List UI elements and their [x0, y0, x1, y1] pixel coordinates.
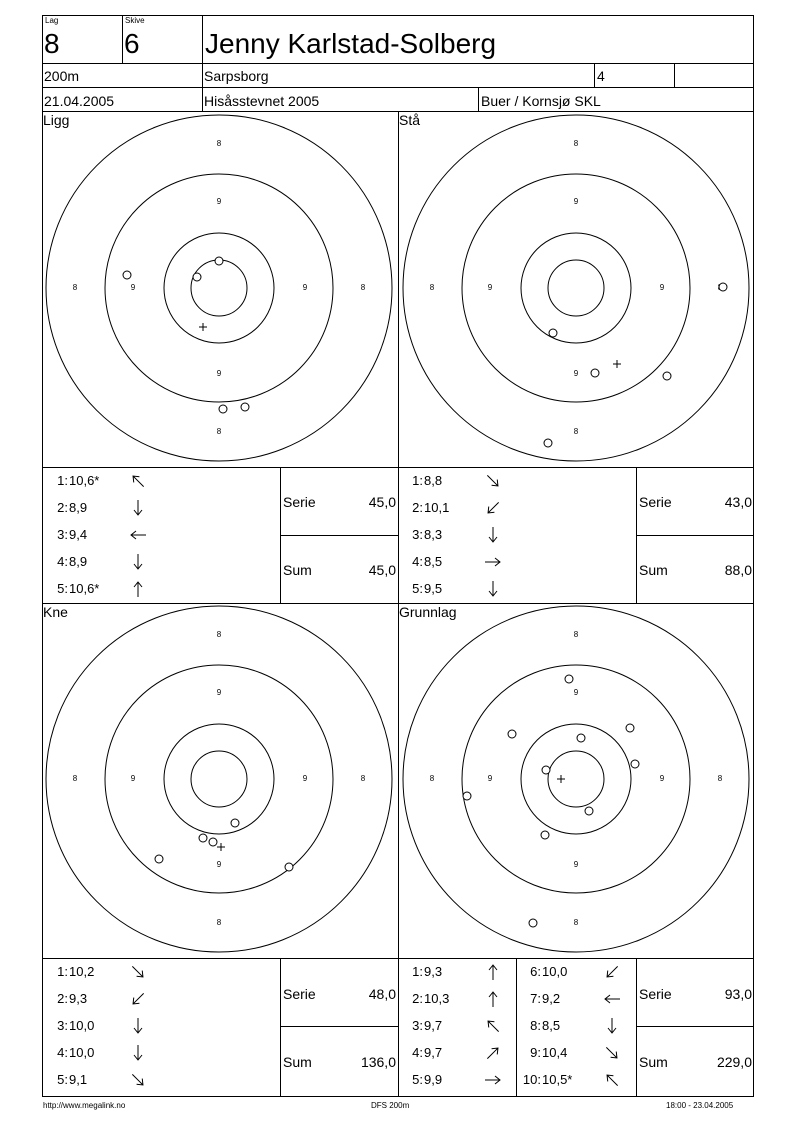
- sum-label: Sum: [283, 562, 312, 578]
- direction-arrow-icon: [129, 990, 147, 1008]
- shot-score: 10,3: [424, 991, 450, 1006]
- sum-label: Sum: [283, 1054, 312, 1070]
- ring-2: [105, 665, 333, 893]
- ring-label-9: 9: [216, 369, 222, 379]
- date: 21.04.2005: [44, 93, 115, 109]
- direction-arrow-icon: [484, 963, 502, 981]
- ring-1: [403, 606, 749, 952]
- shot-score: 10,5*: [542, 1072, 573, 1087]
- shot-score: 10,2: [69, 964, 95, 979]
- shot-hole: [544, 439, 552, 447]
- ring-label-8: 8: [216, 427, 222, 437]
- ring-2: [462, 665, 690, 893]
- shot-hole: [529, 919, 537, 927]
- ring-label-8: 8: [573, 139, 579, 149]
- sum-label: Sum: [639, 1054, 668, 1070]
- shot-score: 9,2: [542, 991, 561, 1006]
- ring-label-9: 9: [216, 688, 222, 698]
- direction-arrow-icon: [484, 499, 502, 517]
- shot-hole: [626, 724, 634, 732]
- shot-score: 10,4: [542, 1045, 568, 1060]
- ring-label-9: 9: [216, 860, 222, 870]
- direction-arrow-icon: [484, 526, 502, 544]
- shot-score: 9,1: [69, 1072, 88, 1087]
- skive-value: 6: [124, 28, 140, 59]
- label-kne: Kne: [43, 604, 68, 620]
- shot-hole: [542, 766, 550, 774]
- shot-score: 8,9: [69, 554, 88, 569]
- footer-url: http://www.megalink.no: [43, 1101, 126, 1110]
- shot-number: 9:: [530, 1045, 541, 1060]
- shot-score: 8,5: [424, 554, 443, 569]
- direction-arrow-icon: [603, 990, 621, 1008]
- serie-label: Serie: [639, 986, 672, 1002]
- ring-label-9: 9: [487, 774, 493, 784]
- ring-label-9: 9: [130, 774, 136, 784]
- shot-hole: [565, 675, 573, 683]
- shot-number: 2:: [412, 500, 423, 515]
- lag-label: Lag: [45, 16, 59, 25]
- shot-score: 10,0: [69, 1018, 95, 1033]
- serie-value: 48,0: [368, 986, 396, 1002]
- ring-label-9: 9: [573, 369, 579, 379]
- distance: 200m: [44, 68, 80, 84]
- shot-number: 2:: [57, 500, 68, 515]
- group-center-marker: [613, 360, 621, 368]
- shot-score: 10,0: [69, 1045, 95, 1060]
- direction-arrow-icon: [603, 1044, 621, 1062]
- shot-number: 1:: [57, 964, 68, 979]
- ring-4: [548, 751, 604, 807]
- direction-arrow-icon: [129, 1071, 147, 1089]
- label-ligg: Ligg: [43, 112, 70, 128]
- ring-label-9: 9: [302, 774, 308, 784]
- direction-arrow-icon: [603, 1017, 621, 1035]
- footer-timestamp: 18:00 - 23.04.2005: [666, 1101, 734, 1110]
- shot-score: 9,5: [424, 581, 443, 596]
- shot-hole: [508, 730, 516, 738]
- ring-label-9: 9: [573, 688, 579, 698]
- shot-hole: [463, 792, 471, 800]
- direction-arrow-icon: [484, 580, 502, 598]
- ring-label-8: 8: [216, 139, 222, 149]
- sum-value: 45,0: [368, 562, 396, 578]
- shot-score: 8,3: [424, 527, 443, 542]
- ring-2: [105, 174, 333, 402]
- ring-label-8: 8: [429, 774, 435, 784]
- shot-hole: [541, 831, 549, 839]
- ring-label-8: 8: [360, 283, 366, 293]
- sum-value: 88,0: [724, 562, 752, 578]
- shot-number: 3:: [412, 527, 423, 542]
- shot-number: 5:: [57, 1072, 68, 1087]
- shot-score: 8,9: [69, 500, 88, 515]
- shot-score: 10,0: [542, 964, 568, 979]
- shot-number: 7:: [530, 991, 541, 1006]
- shot-score: 9,3: [424, 964, 443, 979]
- field-cell: [594, 63, 675, 88]
- serie-label: Serie: [283, 494, 316, 510]
- ring-label-9: 9: [573, 197, 579, 207]
- group-center-marker: [199, 323, 207, 331]
- ring-3: [521, 233, 631, 343]
- direction-arrow-icon: [129, 472, 147, 490]
- ring-label-8: 8: [216, 918, 222, 928]
- shot-score: 9,9: [424, 1072, 443, 1087]
- shot-score: 8,5: [542, 1018, 561, 1033]
- shot-number: 3:: [57, 1018, 68, 1033]
- direction-arrow-icon: [603, 963, 621, 981]
- serie-value: 93,0: [724, 986, 752, 1002]
- serie-value: 43,0: [724, 494, 752, 510]
- ring-label-8: 8: [216, 630, 222, 640]
- ring-label-8: 8: [573, 918, 579, 928]
- ring-1: [403, 115, 749, 461]
- serie-value: 45,0: [368, 494, 396, 510]
- place: Sarpsborg: [204, 68, 269, 84]
- ring-label-8: 8: [573, 630, 579, 640]
- shot-number: 3:: [412, 1018, 423, 1033]
- shot-hole: [241, 403, 249, 411]
- direction-arrow-icon: [129, 963, 147, 981]
- ring-label-9: 9: [130, 283, 136, 293]
- lag-value: 8: [44, 28, 60, 59]
- ring-3: [521, 724, 631, 834]
- direction-arrow-icon: [484, 1044, 502, 1062]
- label-grunnlag: Grunnlag: [399, 604, 457, 620]
- shot-hole: [215, 257, 223, 265]
- sum-label: Sum: [639, 562, 668, 578]
- direction-arrow-icon: [129, 1044, 147, 1062]
- shooter-name: Jenny Karlstad-Solberg: [205, 28, 497, 59]
- direction-arrow-icon: [129, 1017, 147, 1035]
- ring-4: [191, 751, 247, 807]
- shot-number: 4:: [412, 554, 423, 569]
- ring-label-8: 8: [717, 774, 723, 784]
- ring-label-8: 8: [429, 283, 435, 293]
- shot-hole: [719, 283, 727, 291]
- ring-label-9: 9: [573, 860, 579, 870]
- field-extra-cell: [674, 63, 754, 88]
- shot-hole: [577, 734, 585, 742]
- label-sta: Stå: [399, 112, 421, 128]
- ring-label-9: 9: [302, 283, 308, 293]
- ring-label-8: 8: [573, 427, 579, 437]
- serie-label: Serie: [283, 986, 316, 1002]
- shot-number: 2:: [57, 991, 68, 1006]
- ring-3: [164, 233, 274, 343]
- serie-label: Serie: [639, 494, 672, 510]
- shot-score: 10,6*: [69, 473, 100, 488]
- direction-arrow-icon: [129, 553, 147, 571]
- shot-score: 8,8: [424, 473, 443, 488]
- direction-arrow-icon: [484, 553, 502, 571]
- shot-hole: [123, 271, 131, 279]
- shot-number: 2:: [412, 991, 423, 1006]
- direction-arrow-icon: [484, 472, 502, 490]
- shot-number: 5:: [412, 1072, 423, 1087]
- shot-hole: [231, 819, 239, 827]
- skive-label: Skive: [125, 16, 145, 25]
- direction-arrow-icon: [129, 580, 147, 598]
- sum-value: 136,0: [360, 1054, 396, 1070]
- ring-1: [46, 606, 392, 952]
- shot-hole: [585, 807, 593, 815]
- shot-number: 1:: [57, 473, 68, 488]
- shot-number: 10:: [522, 1072, 541, 1087]
- shot-score: 9,4: [69, 527, 88, 542]
- shot-hole: [631, 760, 639, 768]
- shot-score: 9,7: [424, 1045, 443, 1060]
- club-name: Buer / Kornsjø SKL: [481, 93, 601, 109]
- shot-number: 5:: [57, 581, 68, 596]
- shot-hole: [155, 855, 163, 863]
- direction-arrow-icon: [484, 1071, 502, 1089]
- ring-3: [164, 724, 274, 834]
- footer-program: DFS 200m: [371, 1101, 410, 1110]
- ring-2: [462, 174, 690, 402]
- shot-number: 4:: [57, 554, 68, 569]
- shot-number: 4:: [57, 1045, 68, 1060]
- shot-hole: [663, 372, 671, 380]
- shot-number: 1:: [412, 473, 423, 488]
- shot-score: 9,3: [69, 991, 88, 1006]
- shot-number: 6:: [530, 964, 541, 979]
- target-kne: [43, 604, 398, 958]
- shot-hole: [219, 405, 227, 413]
- shot-hole: [591, 369, 599, 377]
- ring-label-9: 9: [659, 283, 665, 293]
- field-number: 4: [597, 68, 605, 84]
- direction-arrow-icon: [484, 990, 502, 1008]
- shot-number: 5:: [412, 581, 423, 596]
- shot-number: 3:: [57, 527, 68, 542]
- ring-label-8: 8: [72, 283, 78, 293]
- target-ligg: [43, 112, 398, 467]
- shot-number: 1:: [412, 964, 423, 979]
- target-grunnlag: [399, 604, 753, 958]
- ring-4: [548, 260, 604, 316]
- ring-label-9: 9: [659, 774, 665, 784]
- direction-arrow-icon: [484, 1017, 502, 1035]
- shot-score: 10,1: [424, 500, 450, 515]
- shot-hole: [193, 273, 201, 281]
- sum-value: 229,0: [716, 1054, 752, 1070]
- ring-label-8: 8: [360, 774, 366, 784]
- group-center-marker: [217, 843, 225, 851]
- shot-hole: [209, 838, 217, 846]
- target-sta: [399, 112, 753, 467]
- direction-arrow-icon: [603, 1071, 621, 1089]
- ring-4: [191, 260, 247, 316]
- group-center-marker: [557, 775, 565, 783]
- shot-hole: [549, 329, 557, 337]
- ring-label-9: 9: [216, 197, 222, 207]
- shot-score: 9,7: [424, 1018, 443, 1033]
- shot-hole: [199, 834, 207, 842]
- direction-arrow-icon: [129, 499, 147, 517]
- shot-number: 4:: [412, 1045, 423, 1060]
- direction-arrow-icon: [129, 526, 147, 544]
- ring-label-8: 8: [72, 774, 78, 784]
- shot-hole: [285, 863, 293, 871]
- shot-score: 10,6*: [69, 581, 100, 596]
- event-name: Hisåsstevnet 2005: [204, 93, 320, 109]
- shot-number: 8:: [530, 1018, 541, 1033]
- ring-label-9: 9: [487, 283, 493, 293]
